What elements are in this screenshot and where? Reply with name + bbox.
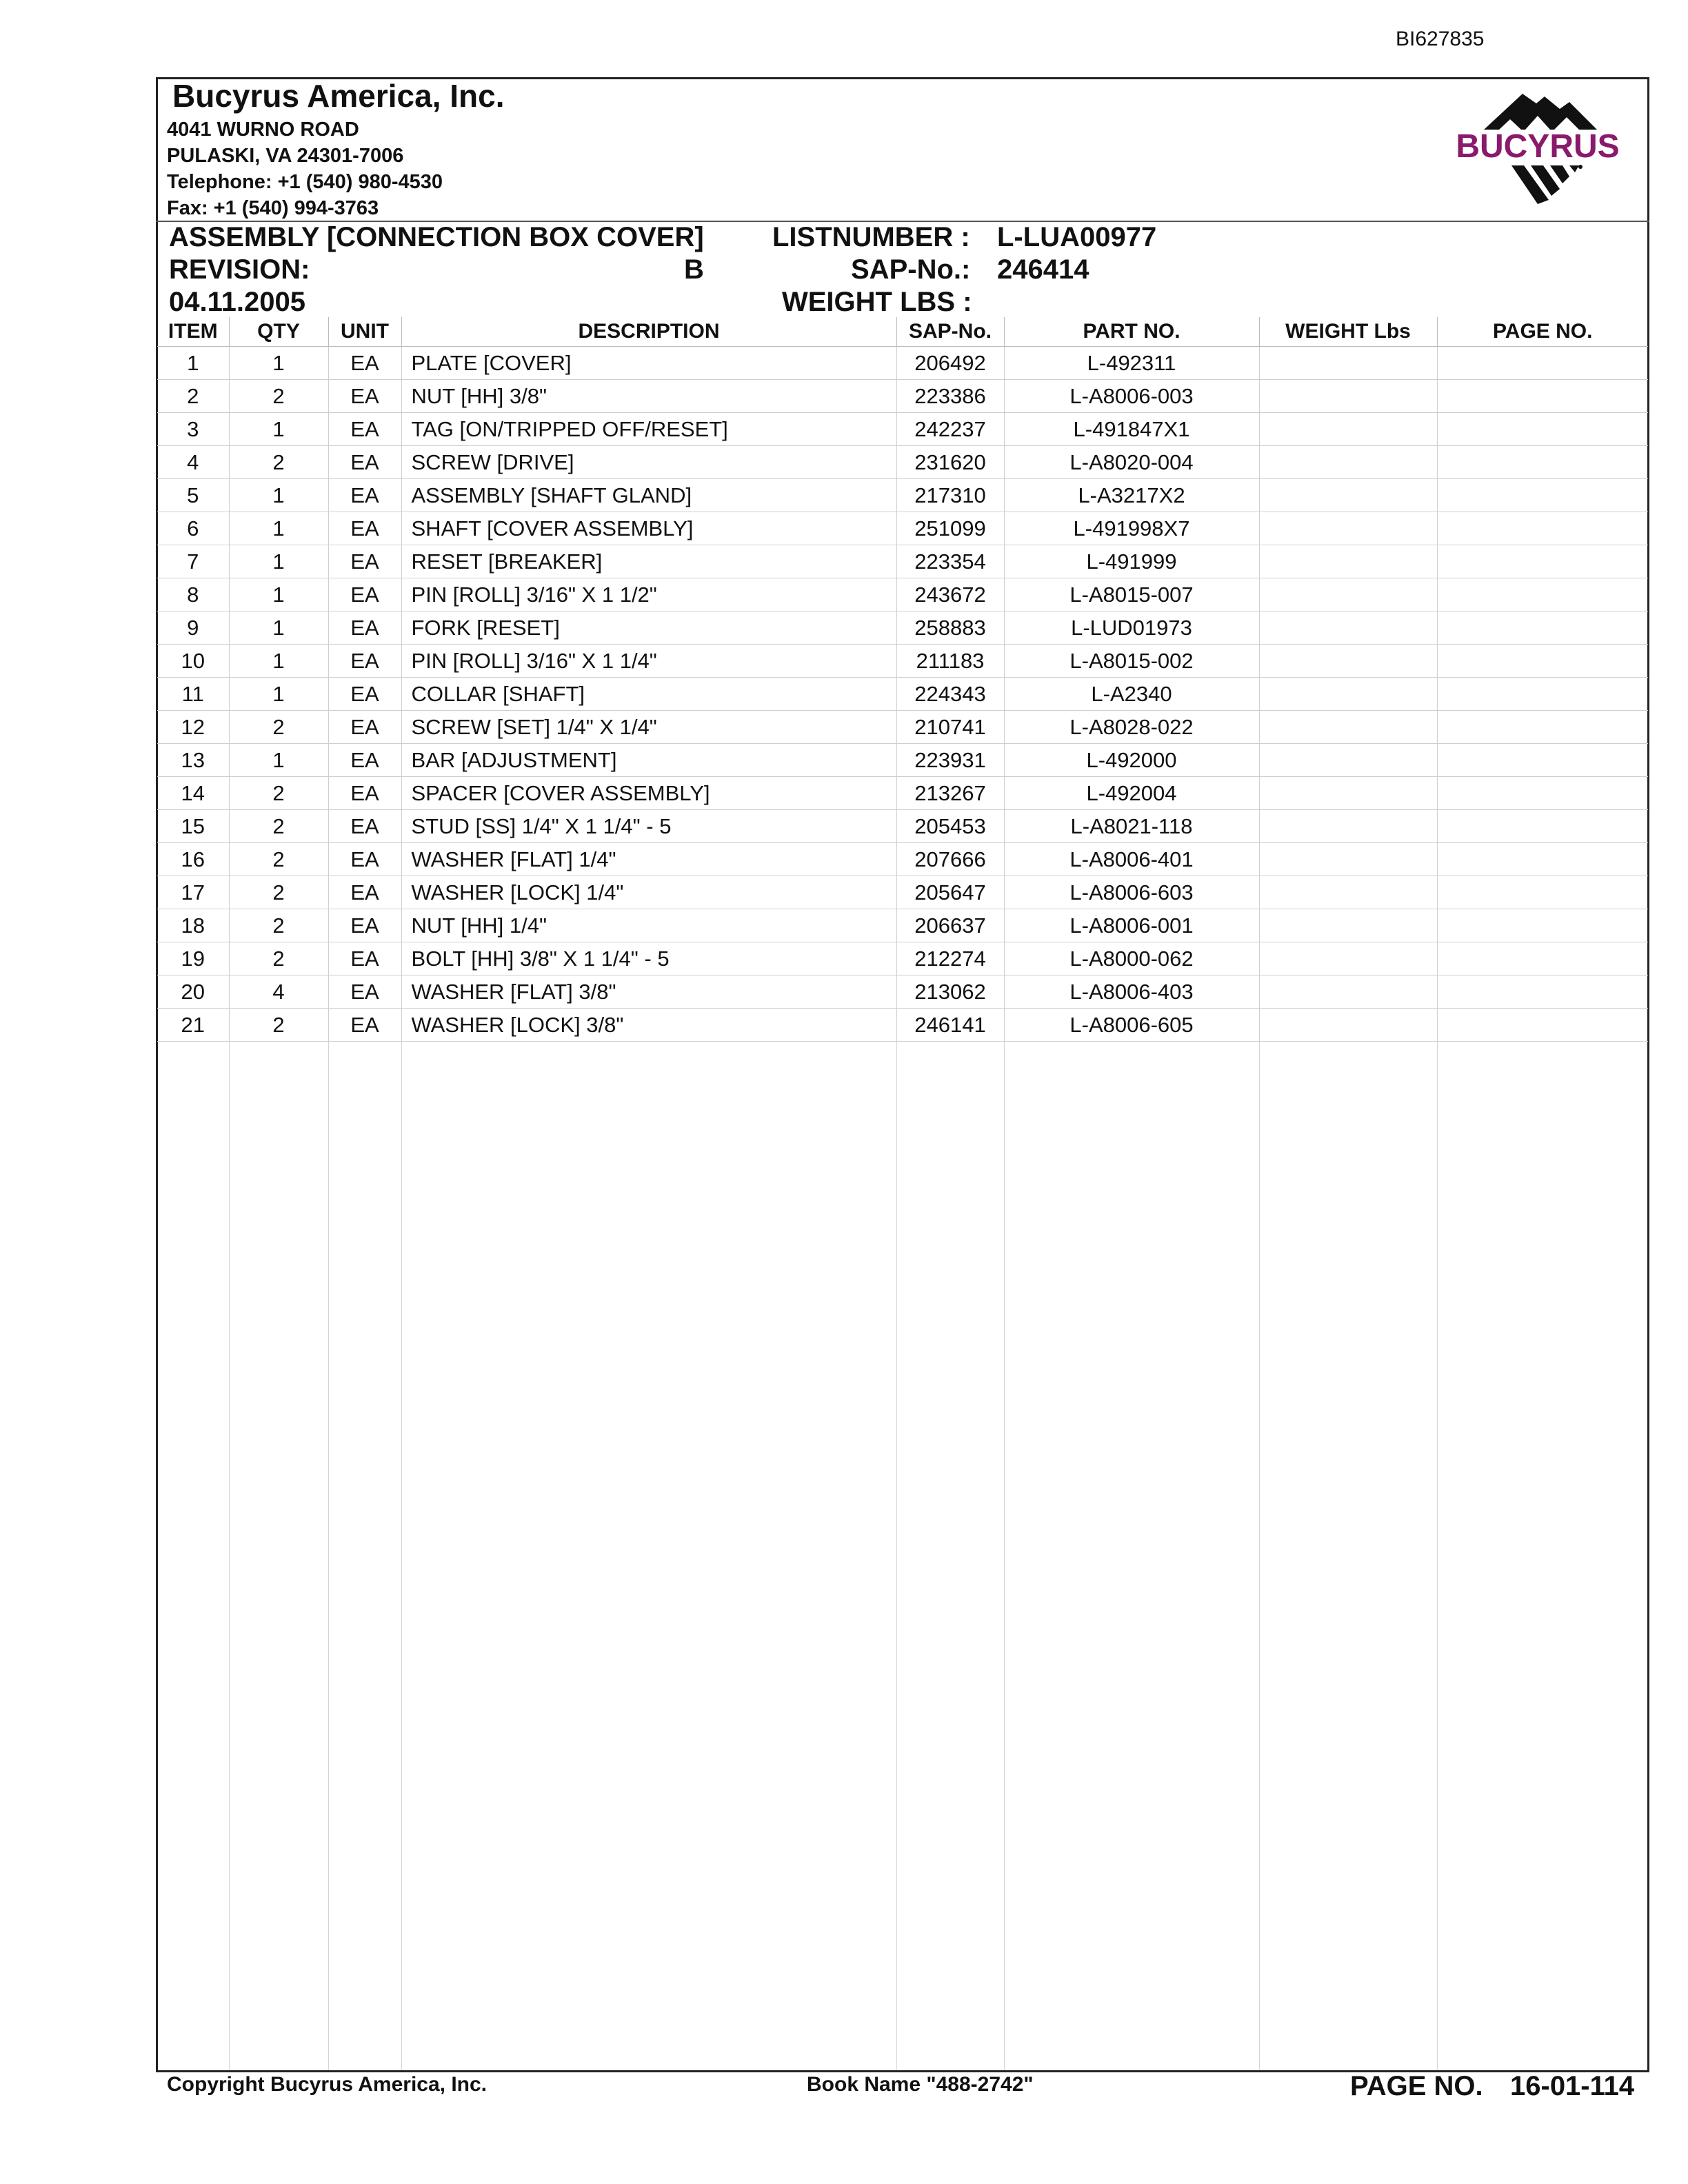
- sap-no-cell: 258883: [896, 611, 1004, 645]
- sap-no-cell: 246141: [896, 1009, 1004, 1042]
- unit-cell: EA: [328, 909, 401, 942]
- qty-cell: 2: [229, 1009, 328, 1042]
- table-row: [157, 512, 1648, 545]
- part-no-cell: L-492311: [1004, 347, 1259, 380]
- sap-no-cell: 231620: [896, 446, 1004, 479]
- unit-cell: EA: [328, 744, 401, 777]
- qty-cell: 1: [229, 611, 328, 645]
- table-row: [157, 942, 1648, 975]
- part-no-cell: L-A8006-603: [1004, 876, 1259, 909]
- qty-cell: 1: [229, 744, 328, 777]
- page-no-cell: [1437, 347, 1648, 380]
- column-guide: [328, 1041, 329, 2070]
- qty-cell: 1: [229, 678, 328, 711]
- weight-cell: [1259, 975, 1437, 1009]
- listnumber-label: LISTNUMBER :: [772, 222, 970, 252]
- part-no-cell: L-491999: [1004, 545, 1259, 578]
- part-no-cell: L-A8006-605: [1004, 1009, 1259, 1042]
- table-header-row: [157, 317, 1648, 347]
- qty-cell: 4: [229, 975, 328, 1009]
- column-header-part-no: PART NO.: [1004, 317, 1259, 347]
- page-no-cell: [1437, 545, 1648, 578]
- sap-no-cell: 243672: [896, 578, 1004, 611]
- weight-cell: [1259, 1009, 1437, 1042]
- qty-cell: 1: [229, 413, 328, 446]
- sap-no-cell: 223386: [896, 380, 1004, 413]
- column-guide: [1259, 1041, 1260, 2070]
- table-row: [157, 876, 1648, 909]
- weight-cell: [1259, 413, 1437, 446]
- unit-cell: EA: [328, 380, 401, 413]
- description-cell: NUT [HH] 1/4": [401, 909, 896, 942]
- part-no-cell: L-A8006-401: [1004, 843, 1259, 876]
- column-guide: [896, 1041, 897, 2070]
- weight-cell: [1259, 843, 1437, 876]
- item-cell: 17: [157, 876, 229, 909]
- description-cell: WASHER [FLAT] 1/4": [401, 843, 896, 876]
- table-row: [157, 777, 1648, 810]
- company-telephone: Telephone: +1 (540) 980-4530: [167, 171, 443, 193]
- sap-no-cell: 224343: [896, 678, 1004, 711]
- qty-cell: 1: [229, 645, 328, 678]
- sap-no-cell: 251099: [896, 512, 1004, 545]
- item-cell: 11: [157, 678, 229, 711]
- description-cell: SPACER [COVER ASSEMBLY]: [401, 777, 896, 810]
- document-id: BI627835: [1396, 28, 1485, 50]
- page-no-cell: [1437, 777, 1648, 810]
- qty-cell: 2: [229, 843, 328, 876]
- sap-no-cell: 207666: [896, 843, 1004, 876]
- part-no-cell: L-491847X1: [1004, 413, 1259, 446]
- item-cell: 1: [157, 347, 229, 380]
- page-number-label: PAGE NO.: [1350, 2071, 1483, 2101]
- revision-label: REVISION:: [169, 254, 310, 285]
- table-row: [157, 611, 1648, 645]
- qty-cell: 2: [229, 446, 328, 479]
- page-no-cell: [1437, 512, 1648, 545]
- table-row: [157, 578, 1648, 611]
- company-fax: Fax: +1 (540) 994-3763: [167, 197, 379, 219]
- page-no-cell: [1437, 678, 1648, 711]
- page-number-value: 16-01-114: [1510, 2071, 1635, 2101]
- unit-cell: EA: [328, 512, 401, 545]
- page-no-cell: [1437, 380, 1648, 413]
- sap-no-cell: 213062: [896, 975, 1004, 1009]
- part-no-cell: L-491998X7: [1004, 512, 1259, 545]
- page-no-cell: [1437, 975, 1648, 1009]
- sap-no-cell: 210741: [896, 711, 1004, 744]
- item-cell: 8: [157, 578, 229, 611]
- part-no-cell: L-LUD01973: [1004, 611, 1259, 645]
- item-cell: 19: [157, 942, 229, 975]
- sap-no-cell: 206637: [896, 909, 1004, 942]
- unit-cell: EA: [328, 1009, 401, 1042]
- item-cell: 20: [157, 975, 229, 1009]
- unit-cell: EA: [328, 611, 401, 645]
- qty-cell: 2: [229, 810, 328, 843]
- part-no-cell: L-A8021-118: [1004, 810, 1259, 843]
- unit-cell: EA: [328, 347, 401, 380]
- sap-no-cell: 205453: [896, 810, 1004, 843]
- part-no-cell: L-492004: [1004, 777, 1259, 810]
- weight-cell: [1259, 744, 1437, 777]
- qty-cell: 1: [229, 479, 328, 512]
- unit-cell: EA: [328, 975, 401, 1009]
- item-cell: 2: [157, 380, 229, 413]
- page-no-cell: [1437, 876, 1648, 909]
- item-cell: 14: [157, 777, 229, 810]
- column-header-item: ITEM: [157, 317, 229, 347]
- unit-cell: EA: [328, 413, 401, 446]
- qty-cell: 2: [229, 711, 328, 744]
- item-cell: 21: [157, 1009, 229, 1042]
- page-no-cell: [1437, 711, 1648, 744]
- sap-no-cell: 211183: [896, 645, 1004, 678]
- part-no-cell: L-A8015-002: [1004, 645, 1259, 678]
- part-no-cell: L-A2340: [1004, 678, 1259, 711]
- item-cell: 5: [157, 479, 229, 512]
- part-no-cell: L-A8028-022: [1004, 711, 1259, 744]
- qty-cell: 1: [229, 545, 328, 578]
- weight-cell: [1259, 942, 1437, 975]
- description-cell: SCREW [DRIVE]: [401, 446, 896, 479]
- column-header-weight: WEIGHT Lbs: [1259, 317, 1437, 347]
- description-cell: STUD [SS] 1/4" X 1 1/4" - 5: [401, 810, 896, 843]
- description-cell: FORK [RESET]: [401, 611, 896, 645]
- table-row: [157, 975, 1648, 1009]
- weight-cell: [1259, 380, 1437, 413]
- table-row: [157, 446, 1648, 479]
- weight-cell: [1259, 512, 1437, 545]
- page-no-cell: [1437, 843, 1648, 876]
- sap-no-cell: 212274: [896, 942, 1004, 975]
- table-row: [157, 413, 1648, 446]
- qty-cell: 2: [229, 777, 328, 810]
- weight-cell: [1259, 446, 1437, 479]
- description-cell: WASHER [LOCK] 1/4": [401, 876, 896, 909]
- company-name: Bucyrus America, Inc.: [172, 78, 505, 114]
- sap-no-cell: 217310: [896, 479, 1004, 512]
- unit-cell: EA: [328, 578, 401, 611]
- qty-cell: 1: [229, 347, 328, 380]
- description-cell: PLATE [COVER]: [401, 347, 896, 380]
- parts-table: [157, 317, 1648, 1042]
- table-row: [157, 479, 1648, 512]
- unit-cell: EA: [328, 777, 401, 810]
- column-header-unit: UNIT: [328, 317, 401, 347]
- page-no-cell: [1437, 645, 1648, 678]
- unit-cell: EA: [328, 446, 401, 479]
- weight-cell: [1259, 777, 1437, 810]
- page-no-cell: [1437, 744, 1648, 777]
- item-cell: 7: [157, 545, 229, 578]
- qty-cell: 1: [229, 578, 328, 611]
- description-cell: WASHER [LOCK] 3/8": [401, 1009, 896, 1042]
- sap-no-cell: 206492: [896, 347, 1004, 380]
- page-no-cell: [1437, 413, 1648, 446]
- revision-value: B: [684, 254, 704, 285]
- column-guide: [229, 1041, 230, 2070]
- unit-cell: EA: [328, 479, 401, 512]
- unit-cell: EA: [328, 678, 401, 711]
- weight-cell: [1259, 578, 1437, 611]
- item-cell: 9: [157, 611, 229, 645]
- sap-no-cell: 205647: [896, 876, 1004, 909]
- item-cell: 6: [157, 512, 229, 545]
- page-no-cell: [1437, 446, 1648, 479]
- column-header-qty: QTY: [229, 317, 328, 347]
- unit-cell: EA: [328, 876, 401, 909]
- table-row: [157, 843, 1648, 876]
- description-cell: SHAFT [COVER ASSEMBLY]: [401, 512, 896, 545]
- weight-cell: [1259, 611, 1437, 645]
- table-row: [157, 347, 1648, 380]
- part-no-cell: L-A8015-007: [1004, 578, 1259, 611]
- table-row: [157, 380, 1648, 413]
- weight-cell: [1259, 645, 1437, 678]
- part-no-cell: L-A8020-004: [1004, 446, 1259, 479]
- page-no-cell: [1437, 479, 1648, 512]
- description-cell: WASHER [FLAT] 3/8": [401, 975, 896, 1009]
- column-guide: [1437, 1041, 1438, 2070]
- weight-cell: [1259, 810, 1437, 843]
- description-cell: PIN [ROLL] 3/16" X 1 1/2": [401, 578, 896, 611]
- page-no-cell: [1437, 909, 1648, 942]
- qty-cell: 1: [229, 512, 328, 545]
- sap-no-cell: 242237: [896, 413, 1004, 446]
- unit-cell: EA: [328, 942, 401, 975]
- unit-cell: EA: [328, 843, 401, 876]
- document-date: 04.11.2005: [169, 287, 305, 317]
- column-header-sap-no: SAP-No.: [896, 317, 1004, 347]
- weight-label: WEIGHT LBS :: [782, 287, 972, 317]
- item-cell: 10: [157, 645, 229, 678]
- qty-cell: 2: [229, 942, 328, 975]
- part-no-cell: L-A8006-403: [1004, 975, 1259, 1009]
- weight-cell: [1259, 876, 1437, 909]
- weight-cell: [1259, 479, 1437, 512]
- logo-text: BUCYRUS: [1456, 128, 1620, 165]
- part-no-cell: L-A8006-001: [1004, 909, 1259, 942]
- table-row: [157, 711, 1648, 744]
- item-cell: 13: [157, 744, 229, 777]
- description-cell: BOLT [HH] 3/8" X 1 1/4" - 5: [401, 942, 896, 975]
- item-cell: 12: [157, 711, 229, 744]
- company-address-line1: 4041 WURNO ROAD: [167, 119, 359, 141]
- company-address-line2: PULASKI, VA 24301-7006: [167, 145, 404, 167]
- table-row: [157, 1009, 1648, 1042]
- sap-value: 246414: [997, 254, 1089, 285]
- weight-cell: [1259, 678, 1437, 711]
- unit-cell: EA: [328, 645, 401, 678]
- description-cell: PIN [ROLL] 3/16" X 1 1/4": [401, 645, 896, 678]
- item-cell: 3: [157, 413, 229, 446]
- description-cell: BAR [ADJUSTMENT]: [401, 744, 896, 777]
- item-cell: 18: [157, 909, 229, 942]
- table-row: [157, 545, 1648, 578]
- description-cell: SCREW [SET] 1/4" X 1/4": [401, 711, 896, 744]
- table-row: [157, 909, 1648, 942]
- item-cell: 15: [157, 810, 229, 843]
- description-cell: NUT [HH] 3/8": [401, 380, 896, 413]
- table-row: [157, 678, 1648, 711]
- page-no-cell: [1437, 578, 1648, 611]
- assembly-title: ASSEMBLY [CONNECTION BOX COVER]: [169, 222, 704, 252]
- description-cell: RESET [BREAKER]: [401, 545, 896, 578]
- book-name: Book Name "488-2742": [807, 2073, 1034, 2096]
- column-header-description: DESCRIPTION: [401, 317, 896, 347]
- column-guide: [1004, 1041, 1005, 2070]
- table-row: [157, 744, 1648, 777]
- unit-cell: EA: [328, 711, 401, 744]
- sap-no-cell: 223354: [896, 545, 1004, 578]
- page-no-cell: [1437, 810, 1648, 843]
- item-cell: 4: [157, 446, 229, 479]
- bucyrus-logo: [1441, 88, 1634, 209]
- sap-no-cell: 213267: [896, 777, 1004, 810]
- page-no-cell: [1437, 942, 1648, 975]
- copyright-text: Copyright Bucyrus America, Inc.: [167, 2073, 488, 2096]
- part-no-cell: L-A8000-062: [1004, 942, 1259, 975]
- qty-cell: 2: [229, 876, 328, 909]
- item-cell: 16: [157, 843, 229, 876]
- column-guide: [401, 1041, 402, 2070]
- table-row: [157, 810, 1648, 843]
- description-cell: TAG [ON/TRIPPED OFF/RESET]: [401, 413, 896, 446]
- sap-label: SAP-No.:: [851, 254, 971, 285]
- weight-cell: [1259, 711, 1437, 744]
- page-no-cell: [1437, 1009, 1648, 1042]
- weight-cell: [1259, 347, 1437, 380]
- column-header-page-no: PAGE NO.: [1437, 317, 1648, 347]
- description-cell: ASSEMBLY [SHAFT GLAND]: [401, 479, 896, 512]
- weight-cell: [1259, 545, 1437, 578]
- qty-cell: 2: [229, 909, 328, 942]
- table-row: [157, 645, 1648, 678]
- weight-cell: [1259, 909, 1437, 942]
- part-no-cell: L-A3217X2: [1004, 479, 1259, 512]
- qty-cell: 2: [229, 380, 328, 413]
- description-cell: COLLAR [SHAFT]: [401, 678, 896, 711]
- part-no-cell: L-A8006-003: [1004, 380, 1259, 413]
- sap-no-cell: 223931: [896, 744, 1004, 777]
- page-no-cell: [1437, 611, 1648, 645]
- listnumber-value: L-LUA00977: [997, 222, 1157, 252]
- unit-cell: EA: [328, 810, 401, 843]
- part-no-cell: L-492000: [1004, 744, 1259, 777]
- unit-cell: EA: [328, 545, 401, 578]
